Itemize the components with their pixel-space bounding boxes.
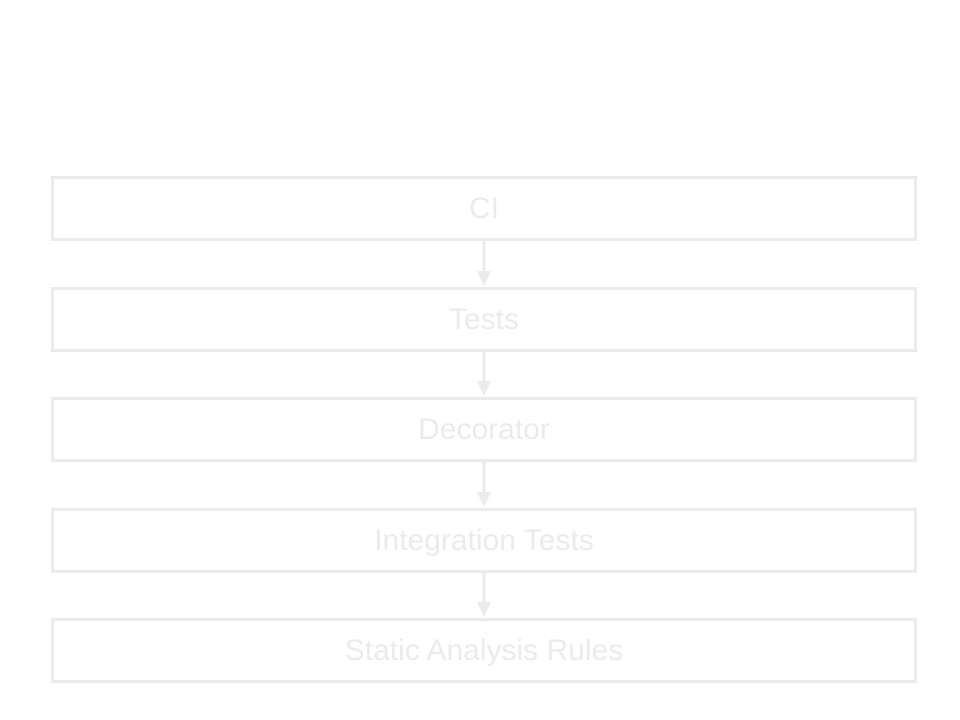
node-static-analysis-rules-label: Static Analysis Rules — [344, 633, 624, 667]
arrow-tests-to-decorator — [477, 352, 491, 396]
node-static-analysis-rules[interactable] — [51, 618, 917, 683]
node-tests-label: Tests — [448, 302, 520, 336]
arrow-ci-to-tests — [477, 241, 491, 286]
arrow-integration-tests-to-static-analysis-rules — [477, 573, 491, 617]
node-decorator[interactable] — [51, 397, 917, 462]
node-ci-label: CI — [469, 191, 499, 225]
node-integration-tests-label: Integration Tests — [374, 523, 594, 557]
node-tests[interactable] — [51, 287, 917, 352]
node-integration-tests[interactable] — [51, 508, 917, 573]
arrow-decorator-to-integration-tests — [477, 462, 491, 507]
node-ci[interactable] — [51, 176, 917, 241]
node-decorator-label: Decorator — [418, 412, 550, 446]
